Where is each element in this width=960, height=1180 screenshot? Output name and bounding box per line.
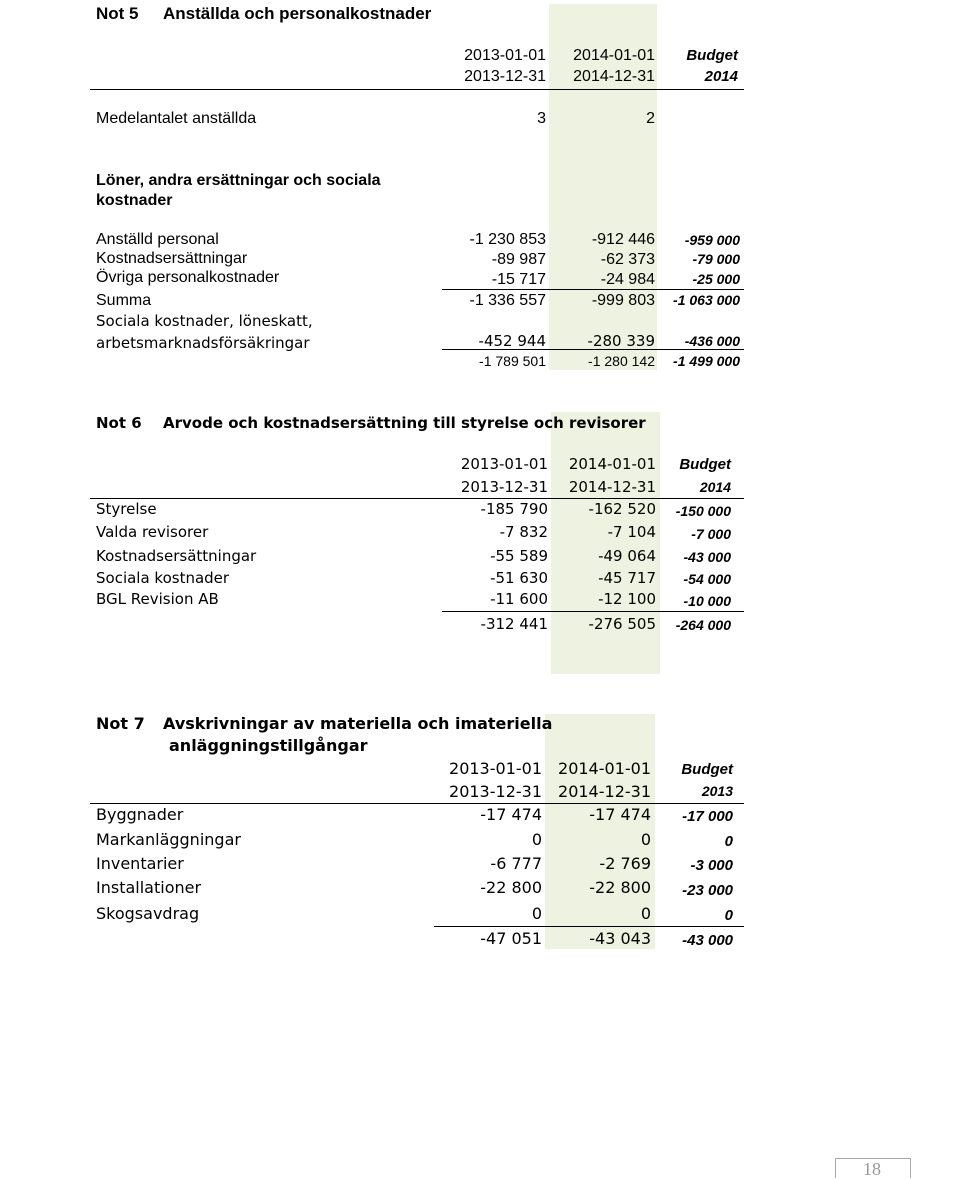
note7-total-rule — [434, 926, 744, 927]
note5-row-2013: -89 987 — [491, 251, 546, 268]
note6-row-budget: -150 000 — [675, 503, 731, 519]
note7-row-2013: -17 474 — [480, 805, 542, 824]
note5-social-budget: -436 000 — [684, 333, 740, 349]
note5-total-2013: -1 789 501 — [479, 353, 546, 369]
note7-total-2014: -43 043 — [589, 929, 651, 948]
note5-social-label: Sociala kostnader, löneskatt, — [96, 312, 313, 330]
note7-col2-to: 2014-12-31 — [558, 782, 651, 801]
note5-row-2014: -912 446 — [591, 231, 655, 248]
note6-row-2014: -12 100 — [598, 590, 656, 608]
note7-col3-budget: Budget — [681, 761, 733, 778]
note5-employees-2013: 3 — [537, 110, 546, 127]
note6-row-budget: -54 000 — [683, 571, 731, 587]
note6-row-budget: -10 000 — [683, 593, 731, 609]
note5-total-budget: -1 499 000 — [673, 353, 740, 369]
note7-row-label: Installationer — [96, 878, 202, 897]
note6-col1-from: 2013-01-01 — [460, 455, 548, 473]
note6-col2-to: 2014-12-31 — [568, 478, 656, 496]
note7-row-label: Byggnader — [96, 805, 184, 824]
note6-row-2013: -55 589 — [490, 547, 548, 565]
note6-highlight-column — [551, 412, 660, 674]
note5-row-label: Anställd personal — [96, 231, 219, 248]
note5-row-2014: -62 373 — [600, 251, 655, 268]
note6-row-budget: -43 000 — [683, 549, 731, 565]
note6-row-2013: -11 600 — [490, 590, 548, 608]
note6-row-label: Styrelse — [96, 500, 157, 518]
note7-row-budget: 0 — [724, 833, 733, 850]
note5-row-budget: -1 063 000 — [673, 292, 740, 308]
note7-total-budget: -43 000 — [682, 932, 733, 949]
note7-row-label: Inventarier — [96, 854, 184, 873]
note5-row-label: Övriga personalkostnader — [96, 269, 280, 286]
note7-row-2014: -2 769 — [599, 854, 651, 873]
note7-label: Not 7 — [96, 714, 145, 733]
note7-row-2013: -22 800 — [480, 878, 542, 897]
note7-row-budget: 0 — [724, 907, 733, 924]
note7-total-2013: -47 051 — [480, 929, 542, 948]
note6-title: Arvode och kostnadsersättning till styrelse och revisorer — [163, 414, 646, 432]
note7-row-2013: -6 777 — [490, 854, 542, 873]
note7-row-label: Markanläggningar — [96, 830, 241, 849]
note6-row-label: Sociala kostnader — [96, 569, 230, 587]
note5-social-2014: -280 339 — [587, 332, 655, 350]
note6-col1-to: 2013-12-31 — [460, 478, 548, 496]
note7-row-budget: -23 000 — [682, 882, 733, 899]
note6-row-2014: -45 717 — [598, 569, 656, 587]
note6-col2-from: 2014-01-01 — [568, 455, 656, 473]
note7-row-2014: 0 — [640, 904, 651, 923]
note5-social-label-cont: arbetsmarknadsförsäkringar — [96, 334, 310, 352]
note6-row-2014: -7 104 — [607, 523, 656, 541]
note6-row-2013: -185 790 — [480, 500, 548, 518]
note6-row-budget: -7 000 — [691, 526, 731, 542]
note7-highlight-column — [545, 714, 655, 949]
note6-total-budget: -264 000 — [675, 617, 731, 633]
note5-section-title: Löner, andra ersättningar och sociala — [96, 172, 381, 189]
note6-total-2014: -276 505 — [588, 615, 656, 633]
note7-row-2014: -22 800 — [589, 878, 651, 897]
note7-col1-from: 2013-01-01 — [449, 759, 542, 778]
note7-col1-to: 2013-12-31 — [449, 782, 542, 801]
note5-row-budget: -959 000 — [684, 232, 740, 248]
note6-row-2014: -162 520 — [588, 500, 656, 518]
note6-row-2013: -51 630 — [490, 569, 548, 587]
note7-row-budget: -17 000 — [682, 808, 733, 825]
note5-row-label: Summa — [96, 292, 152, 309]
note7-row-2014: -17 474 — [589, 805, 651, 824]
note5-title: Anställda och personalkostnader — [163, 4, 432, 23]
note5-row-2014: -24 984 — [600, 271, 655, 288]
note5-col3-budget: Budget — [686, 47, 738, 64]
note6-row-label: BGL Revision AB — [96, 590, 219, 608]
note5-row-2013: -1 230 853 — [469, 231, 546, 248]
note5-social-2013: -452 944 — [478, 332, 546, 350]
note7-row-budget: -3 000 — [690, 857, 733, 874]
note6-row-2014: -49 064 — [598, 547, 656, 565]
note7-header-rule — [90, 803, 744, 804]
note5-employees-2014: 2 — [646, 110, 655, 127]
page-number: 18 — [863, 1159, 881, 1179]
note5-row-2014: -999 803 — [591, 292, 655, 309]
note6-row-label: Kostnadsersättningar — [96, 547, 257, 565]
note7-title-cont: anläggningstillgångar — [169, 736, 368, 755]
note7-row-2013: 0 — [531, 830, 542, 849]
note5-label: Not 5 — [96, 4, 139, 23]
note5-row-2013: -1 336 557 — [469, 292, 546, 309]
note5-col2-from: 2014-01-01 — [573, 47, 655, 64]
note6-row-label: Valda revisorer — [96, 523, 209, 541]
note5-col2-to: 2014-12-31 — [573, 68, 655, 85]
note6-label: Not 6 — [96, 414, 142, 432]
note5-section-title-cont: kostnader — [96, 192, 173, 209]
note7-row-label: Skogsavdrag — [96, 904, 200, 923]
note7-col2-from: 2014-01-01 — [558, 759, 651, 778]
note5-employees-label: Medelantalet anställda — [96, 110, 257, 127]
note7-title: Avskrivningar av materiella och imateriella — [163, 714, 553, 733]
note7-col3-year: 2013 — [701, 783, 733, 799]
note5-col1-to: 2013-12-31 — [464, 68, 546, 85]
note6-col3-budget: Budget — [679, 456, 731, 473]
note6-total-rule — [442, 611, 744, 612]
note7-row-2014: 0 — [640, 830, 651, 849]
note7-row-2013: 0 — [531, 904, 542, 923]
note5-col1-from: 2013-01-01 — [464, 47, 546, 64]
note5-header-rule — [90, 89, 744, 90]
note6-total-2013: -312 441 — [480, 615, 548, 633]
note5-total-2014: -1 280 142 — [588, 353, 655, 369]
note5-total-rule — [442, 349, 744, 350]
note6-col3-year: 2014 — [699, 479, 731, 495]
note5-row-budget: -25 000 — [692, 271, 740, 287]
note5-row-label: Kostnadsersättningar — [96, 250, 248, 267]
note6-row-2013: -7 832 — [499, 523, 548, 541]
note5-row-2013: -15 717 — [491, 271, 546, 288]
note5-col3-year: 2014 — [704, 68, 738, 85]
note5-row-budget: -79 000 — [692, 251, 740, 267]
